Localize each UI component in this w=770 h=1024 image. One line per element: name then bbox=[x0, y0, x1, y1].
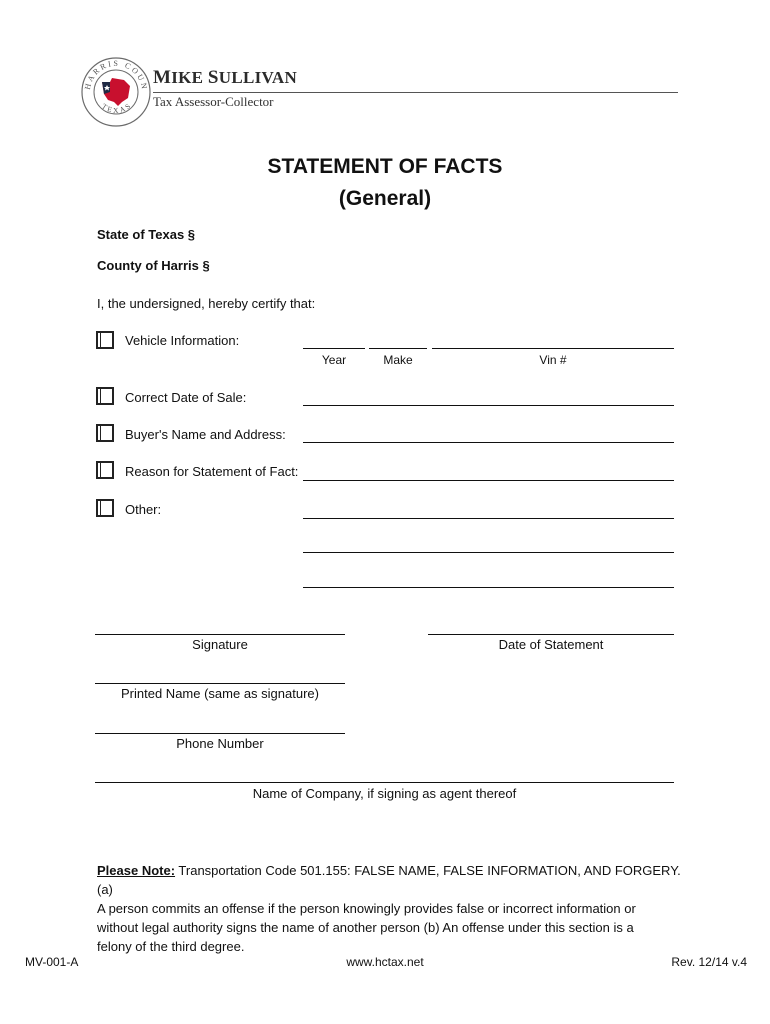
buyer-label: Buyer's Name and Address: bbox=[125, 427, 286, 442]
note-line-4: felony of the third degree. bbox=[97, 939, 245, 954]
signature-label: Signature bbox=[192, 637, 248, 652]
state-venue: State of Texas § bbox=[97, 227, 196, 242]
other-field-line-3[interactable] bbox=[303, 587, 674, 588]
phone-number-label: Phone Number bbox=[176, 736, 264, 751]
revision-label: Rev. 12/14 v.4 bbox=[671, 955, 747, 969]
company-name-field[interactable] bbox=[95, 782, 674, 783]
vehicle-info-label: Vehicle Information: bbox=[125, 333, 240, 348]
other-field-line-2[interactable] bbox=[303, 552, 674, 553]
official-name: MIKE SULLIVAN bbox=[153, 67, 298, 88]
other-label: Other: bbox=[125, 502, 162, 517]
note-line-2: A person commits an offense if the person knowingly provides false or incorrect information or bbox=[97, 901, 636, 916]
note-line-3: without legal authority signs the name of another person (b) An offense under this section is a bbox=[97, 920, 634, 935]
document-title: STATEMENT OF FACTS bbox=[267, 155, 503, 178]
phone-number-field[interactable] bbox=[95, 733, 345, 734]
company-name-label: Name of Company, if signing as agent thereof bbox=[252, 786, 517, 801]
header-divider bbox=[153, 92, 678, 93]
note-line-1: Transportation Code 501.155: FALSE NAME, FALSE INFORMATION, AND FORGERY. (a) bbox=[97, 863, 681, 897]
note-label: Please Note: bbox=[97, 863, 176, 878]
reason-label: Reason for Statement of Fact: bbox=[125, 464, 299, 479]
vin-label: Vin # bbox=[539, 353, 567, 367]
seal-ring-text: HARRIS COUN bbox=[82, 58, 150, 92]
year-label: Year bbox=[321, 353, 347, 367]
county-venue: County of Harris § bbox=[97, 258, 210, 273]
year-field[interactable] bbox=[303, 348, 365, 349]
make-label: Make bbox=[383, 353, 413, 367]
printed-name-label: Printed Name (same as signature) bbox=[121, 686, 319, 701]
seal-bottom-text: TEXAS bbox=[100, 100, 134, 115]
document-subtitle: (General) bbox=[338, 187, 432, 210]
make-field[interactable] bbox=[369, 348, 427, 349]
reason-checkbox[interactable] bbox=[96, 461, 114, 479]
harris-county-seal-logo bbox=[80, 56, 152, 128]
date-of-sale-field[interactable] bbox=[303, 405, 674, 406]
vin-field[interactable] bbox=[432, 348, 674, 349]
buyer-checkbox[interactable] bbox=[96, 424, 114, 442]
website-link[interactable]: www.hctax.net bbox=[346, 955, 424, 969]
date-of-sale-label: Correct Date of Sale: bbox=[125, 390, 247, 405]
other-checkbox[interactable] bbox=[96, 499, 114, 517]
reason-field[interactable] bbox=[303, 480, 674, 481]
date-of-statement-field[interactable] bbox=[428, 634, 674, 635]
certify-statement: I, the undersigned, hereby certify that: bbox=[97, 296, 316, 311]
buyer-field[interactable] bbox=[303, 442, 674, 443]
date-of-sale-checkbox[interactable] bbox=[96, 387, 114, 405]
signature-field[interactable] bbox=[95, 634, 345, 635]
vehicle-info-checkbox[interactable] bbox=[96, 331, 114, 349]
official-title: Tax Assessor-Collector bbox=[153, 94, 274, 109]
other-field-line-1[interactable] bbox=[303, 518, 674, 519]
printed-name-field[interactable] bbox=[95, 683, 345, 684]
form-id: MV-001-A bbox=[25, 955, 79, 969]
date-of-statement-label: Date of Statement bbox=[498, 637, 604, 652]
legal-note bbox=[97, 861, 697, 956]
